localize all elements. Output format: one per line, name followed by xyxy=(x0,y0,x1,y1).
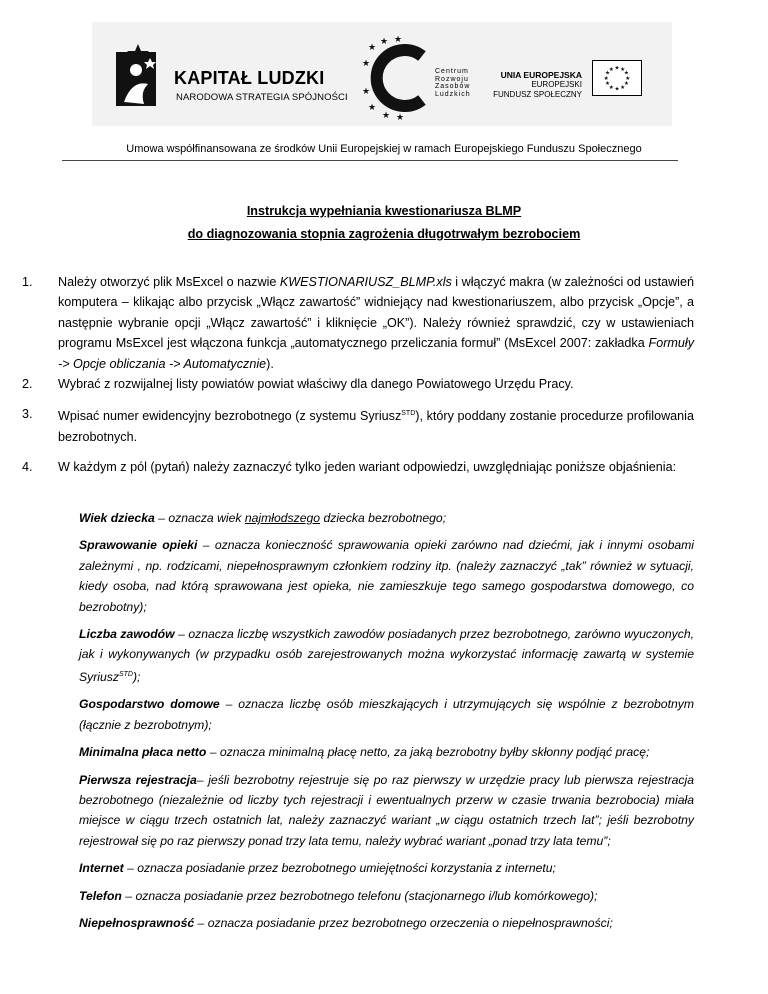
svg-text:★: ★ xyxy=(605,70,611,77)
definition: Internet – oznacza posiadanie przez bezrobotnego umiejętności korzystania z internetu; xyxy=(79,861,556,876)
svg-text:★: ★ xyxy=(368,43,377,53)
definition: Sprawowanie opieki – oznacza konieczność sprawowania opieki zarówno nad dziećmi, jak i innymi osobami zależnymi , np. rodzicami, niepełnosprawnym członkiem rodziny itp. (należy zaznaczyć „tak” również w sytuacji, kiedy osoba, nad którą sprawowana jest opieka, nie zamieszkuje tego samego gospodarstwa domowego, co bezrobotny); xyxy=(79,538,694,614)
item-text: Wybrać z rozwijalnej listy powiatów powiat właściwy dla danego Powiatowego Urzędu Pracy. xyxy=(58,377,574,391)
item-number: 1. xyxy=(22,275,33,289)
menu-path: Formuły -> Opcje obliczania -> Automatycznie xyxy=(58,336,694,371)
definition-term: Telefon xyxy=(79,888,122,903)
definition: Gospodarstwo domowe – oznacza liczbę osób mieszkających i utrzymujących się wspólnie z bezrobotnym (łącznie z bezrobotnym); xyxy=(79,697,694,732)
kapital-ludzki-logo-icon xyxy=(114,44,162,108)
eu-line-1: UNIA EUROPEJSKA xyxy=(500,70,582,80)
definition: Minimalna płaca netto – oznacza minimalną płacę netto, za jaką bezrobotny byłby skłonny podjąć pracę; xyxy=(79,745,650,760)
eu-line-2: EUROPEJSKI xyxy=(531,80,582,89)
item-text: Należy otworzyć plik MsExcel o nazwie KWESTIONARIUSZ_BLMP.xls i włączyć makra (w zależności od ustawień komputera – klikając albo przycisk „Włącz zawartość” widniejący nad kwestionariuszem, albo przycisk „Opcje”, a następnie wybranie opcji „Włącz zawartość” i kliknięcie „OK”). Należy również sprawdzić, czy w ustawieniach programu MsExcel jest włączona funkcja „automatycznego przeliczania formuł” (MsExcel 2007: zakładka Formuły -> Opcje obliczania -> Automatycznie). xyxy=(58,275,694,371)
crzl-line: Ludzkich xyxy=(435,90,471,98)
svg-text:★: ★ xyxy=(614,86,620,93)
item-number: 2. xyxy=(22,377,33,391)
definition: Wiek dziecka – oznacza wiek najmłodszego dziecka bezrobotnego; xyxy=(79,511,447,525)
item-text: Wpisać numer ewidencyjny bezrobotnego (z systemu Syriusz$^{STD}$), który poddany zostanie procedurze profilowania bezrobotnych. xyxy=(58,409,694,444)
svg-text:★: ★ xyxy=(620,66,626,73)
crzl-logo-text xyxy=(435,68,471,98)
svg-text:★: ★ xyxy=(608,66,614,73)
svg-text:★: ★ xyxy=(608,84,614,91)
crzl-logo-icon xyxy=(360,36,440,120)
crzl-line: Centrum xyxy=(435,68,469,75)
definition-term: Sprawowanie opieki xyxy=(79,538,198,553)
kl-logo-subtitle: NARODOWA STRATEGIA SPÓJNOŚCI xyxy=(176,92,348,103)
definition: Niepełnosprawność – oznacza posiadanie przez bezrobotnego orzeczenia o niepełnosprawności; xyxy=(79,915,613,930)
svg-text:★: ★ xyxy=(362,87,371,97)
svg-text:★: ★ xyxy=(623,81,629,88)
file-name: KWESTIONARIUSZ_BLMP.xls xyxy=(279,275,452,289)
svg-text:★: ★ xyxy=(605,81,611,88)
definition-term: Gospodarstwo domowe xyxy=(79,697,220,712)
definition: Pierwsza rejestracja– jeśli bezrobotny rejestruje się po raz pierwszy w urzędzie pracy lub pierwsza rejestracja bezrobotnego (niezależnie od liczby tych rejestracji i ewentualnych przerw w czasie trwania bezrobocia) miała miejsce w ciągu trzech ostatnich lat, należy zaznaczyć wariant „w ciągu ostatnich trzech lat”; jeśli bezrobotny rejestrował się po raz pierwszy ponad trzy lata temu, należy wybrać wariant „ponad trzy lata temu”; xyxy=(79,772,694,848)
eu-line-3: FUNDUSZ SPOŁECZNY xyxy=(493,90,582,99)
header-divider xyxy=(62,160,678,161)
logo-band xyxy=(92,22,672,126)
document-subtitle: do diagnozowania stopnia zagrożenia długotrwałym bezrobociem xyxy=(187,227,581,241)
cofunding-statement: Umowa współfinansowana ze środków Unii Europejskiej w ramach Europejskiego Funduszu Społecznego xyxy=(126,143,642,155)
definition-term: Wiek dziecka xyxy=(79,511,155,525)
definition-term: Internet xyxy=(79,861,124,876)
svg-text:★: ★ xyxy=(394,36,403,45)
definition-term: Minimalna płaca netto xyxy=(79,745,207,760)
definition-term: Pierwsza rejestracja xyxy=(79,772,197,787)
definition: Telefon – oznacza posiadanie przez bezrobotnego telefonu (stacjonarnego i/lub komórkowego); xyxy=(79,888,598,903)
document-title: Instrukcja wypełniania kwestionariusza BLMP xyxy=(246,204,522,218)
crzl-line: Zasobów xyxy=(435,83,471,90)
svg-text:★: ★ xyxy=(380,37,389,47)
svg-text:★: ★ xyxy=(368,103,377,113)
svg-text:★: ★ xyxy=(362,59,371,69)
eu-flag-icon xyxy=(592,60,642,96)
svg-text:★: ★ xyxy=(382,111,391,120)
svg-text:★: ★ xyxy=(625,75,631,82)
crzl-line: Rozwoju xyxy=(435,75,469,83)
eu-logo-text xyxy=(482,70,582,100)
superscript: STD xyxy=(401,410,416,417)
kl-logo-title: KAPITAŁ LUDZKI xyxy=(174,68,325,88)
definition: Liczba zawodów – oznacza liczbę wszystkich zawodów posiadanych przez bezrobotnego, zarówno wyuczonych, jak i wykonywanych (w przypadku osób zarejestrowanych można wykorzystać informację zawartą w systemie Syriusz$^{STD}$); xyxy=(79,627,694,684)
definition-term: Niepełnosprawność xyxy=(79,915,195,930)
svg-text:★: ★ xyxy=(396,113,405,120)
definition-term: Liczba zawodów xyxy=(79,627,175,642)
item-text: W każdym z pól (pytań) należy zaznaczyć tylko jeden wariant odpowiedzi, uwzględniając poniższe objaśnienia: xyxy=(58,460,677,474)
svg-text:★: ★ xyxy=(614,65,620,72)
item-number: 4. xyxy=(22,460,33,474)
svg-text:★: ★ xyxy=(603,75,609,82)
definitions-list xyxy=(79,508,694,940)
item-number: 3. xyxy=(22,407,33,421)
svg-text:★: ★ xyxy=(623,70,629,77)
svg-text:★: ★ xyxy=(620,84,626,91)
